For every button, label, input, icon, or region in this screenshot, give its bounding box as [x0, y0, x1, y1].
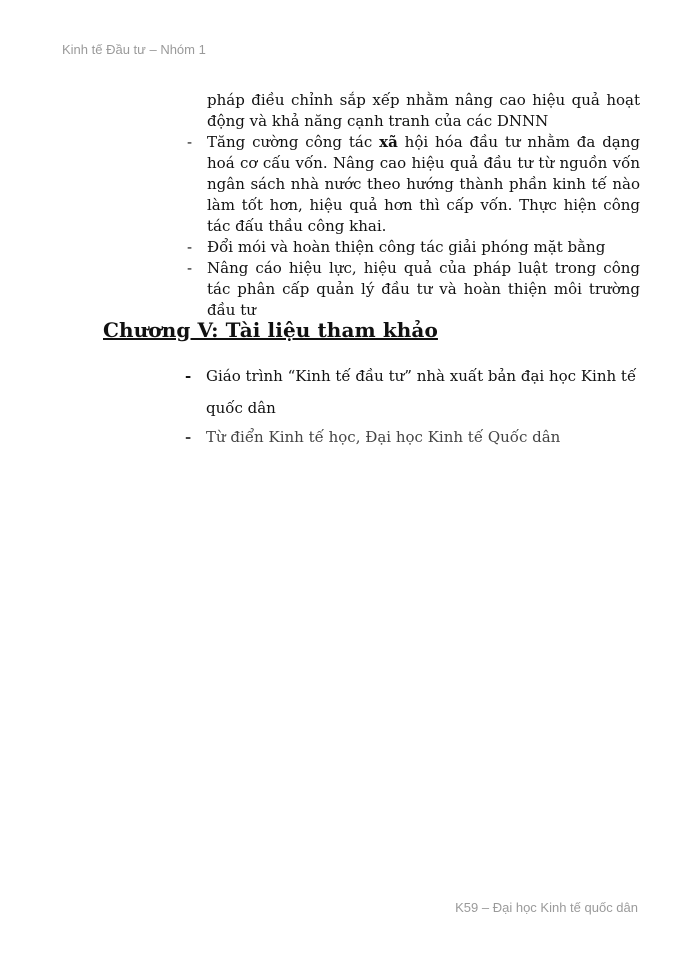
page-footer: K59 – Đại học Kinh tế quốc dân: [455, 900, 638, 915]
bold-word: xã: [379, 133, 398, 151]
list-item: [184, 237, 640, 258]
list-item: [184, 258, 640, 321]
chapter-heading: Chương V: Tài liệu tham khảo: [103, 318, 438, 342]
reference-dash: -: [185, 367, 192, 385]
continuation-paragraph: pháp điều chỉnh sắp xếp nhằm nâng cao hiệu quả hoạt động và khả năng cạnh tranh của các DNNN: [207, 91, 640, 130]
references-list: [184, 360, 644, 448]
reference-dash: -: [185, 428, 192, 446]
measures-list: [184, 132, 640, 321]
reference-item: [184, 360, 644, 424]
list-item: [184, 132, 640, 237]
bullet-dash: -: [187, 259, 193, 277]
reference-text: Từ điển Kinh tế học, Đại học Kinh tế Quốc dân: [206, 428, 561, 446]
bullet-dash: -: [187, 133, 193, 151]
page-header: Kinh tế Đầu tư – Nhóm 1: [62, 42, 206, 57]
bullet-dash: -: [187, 238, 193, 256]
reference-text: Giáo trình “Kinh tế đầu tư” nhà xuất bản đại học Kinh tế quốc dân: [206, 367, 637, 417]
list-item-text-cont: hội hóa đầu tư nhằm đa dạng hoá cơ cấu vốn. Nâng cao hiệu quả đầu tư từ nguồn vốn ngân sách nhà nước theo hướng thành phần kinh tế nào làm tốt hơn, hiệu quả hơn thì cấp vốn. Thực hiện công tác đấu thầu công khai.: [207, 133, 640, 235]
body-text-block: [184, 90, 640, 321]
reference-item: [184, 427, 644, 448]
list-item-text: Đổi mói và hoàn thiện công tác giải phóng mặt bằng: [207, 238, 606, 256]
list-item-text: Tăng cường công tác: [207, 133, 380, 151]
list-item-text: Nâng cáo hiệu lực, hiệu quả của pháp luật trong công tác phân cấp quản lý đầu tư và hoàn thiện môi trường đầu tư: [207, 259, 640, 319]
